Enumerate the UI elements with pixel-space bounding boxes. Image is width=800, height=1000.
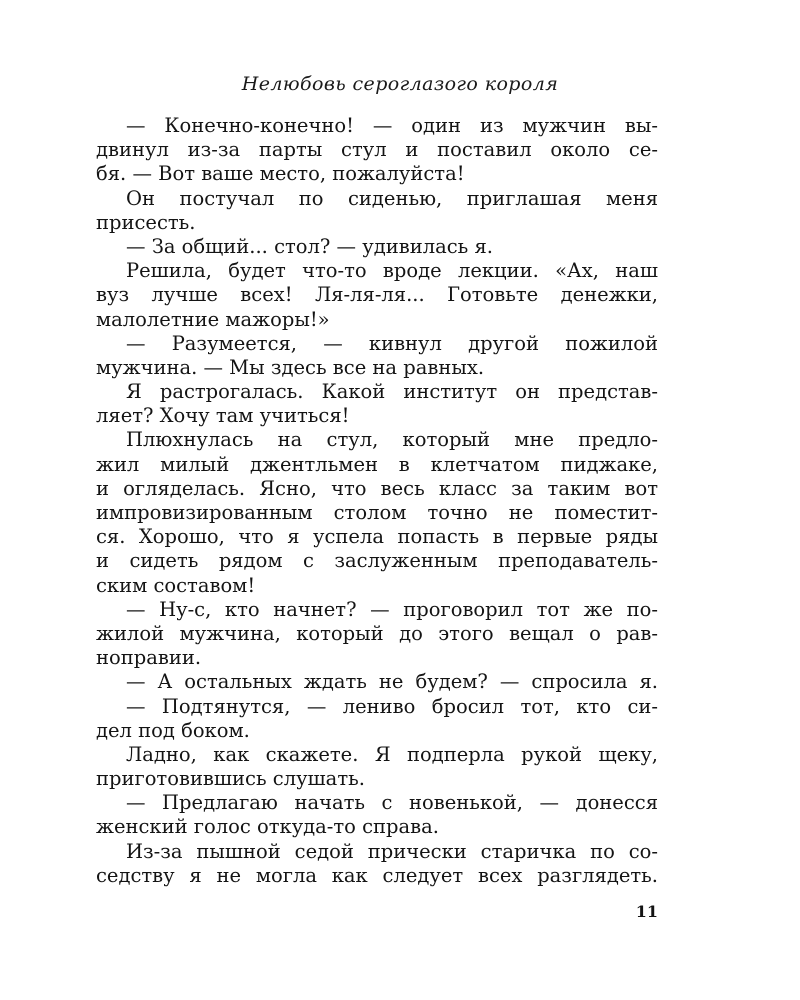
text-line: присесть. xyxy=(96,210,196,234)
text-line: малолетние мажоры!» xyxy=(96,307,330,331)
text-line: жил милый джентльмен в клетчатом пиджаке, xyxy=(96,452,658,476)
text-line: Я растрогалась. Какой институт он представ- xyxy=(126,380,658,404)
text-line: Решила, будет что-то вроде лекции. «Ах, наш xyxy=(126,259,658,283)
text-line: — Ну-с, кто начнет? — проговорил тот же по- xyxy=(126,597,658,621)
text-line: Ладно, как скажете. Я подперла рукой щеку, xyxy=(126,742,658,766)
text-line: ляет? Хочу там учиться! xyxy=(96,404,350,428)
text-line: — Конечно-конечно! — один из мужчин вы- xyxy=(126,114,658,137)
text-line: женский голос откуда-то справа. xyxy=(96,815,439,839)
text-line: приготовившись слушать. xyxy=(96,767,365,791)
text-line: — А остальных ждать не будем? — спросила я. xyxy=(126,670,658,694)
text-line: вуз лучше всех! Ля-ля-ля... Готовьте денежки, xyxy=(96,283,658,307)
text-line: — Предлагаю начать с новенькой, — донесся xyxy=(126,791,658,815)
text-line: ноправии. xyxy=(96,646,202,670)
text-line: Из-за пышной седой прически старичка по со- xyxy=(126,839,658,863)
text-line: бя. — Вот ваше место, пожалуйста! xyxy=(96,162,465,186)
text-line: импровизированным столом точно не поместит- xyxy=(96,501,658,524)
body-text xyxy=(96,114,658,888)
text-line: и огляделась. Ясно, что весь класс за таким вот xyxy=(96,476,658,500)
text-line: жилой мужчина, который до этого вещал о рав- xyxy=(96,621,658,645)
text-line: ским составом! xyxy=(96,573,256,597)
text-line: — Разумеется, — кивнул другой пожилой xyxy=(126,331,658,355)
text-line: — За общий... стол? — удивилась я. xyxy=(126,234,493,258)
page-number: 11 xyxy=(635,902,658,921)
text-line: дел под боком. xyxy=(96,718,250,742)
text-line: седству я не могла как следует всех разглядеть. xyxy=(96,863,658,887)
text-line: — Подтянутся, — лениво бросил тот, кто си- xyxy=(126,694,658,718)
text-line: двинул из-за парты стул и поставил около се- xyxy=(96,138,658,162)
text-line: ся. Хорошо, что я успела попасть в первые ряды xyxy=(96,525,658,549)
text-line: мужчина. — Мы здесь все на равных. xyxy=(96,355,485,379)
text-line: Плюхнулась на стул, который мне предло- xyxy=(126,428,658,452)
text-line: и сидеть рядом с заслуженным преподаватель- xyxy=(96,549,658,573)
running-title: Нелюбовь сероглазого короля xyxy=(241,73,559,95)
text-line: Он постучал по сиденью, приглашая меня xyxy=(126,186,658,210)
